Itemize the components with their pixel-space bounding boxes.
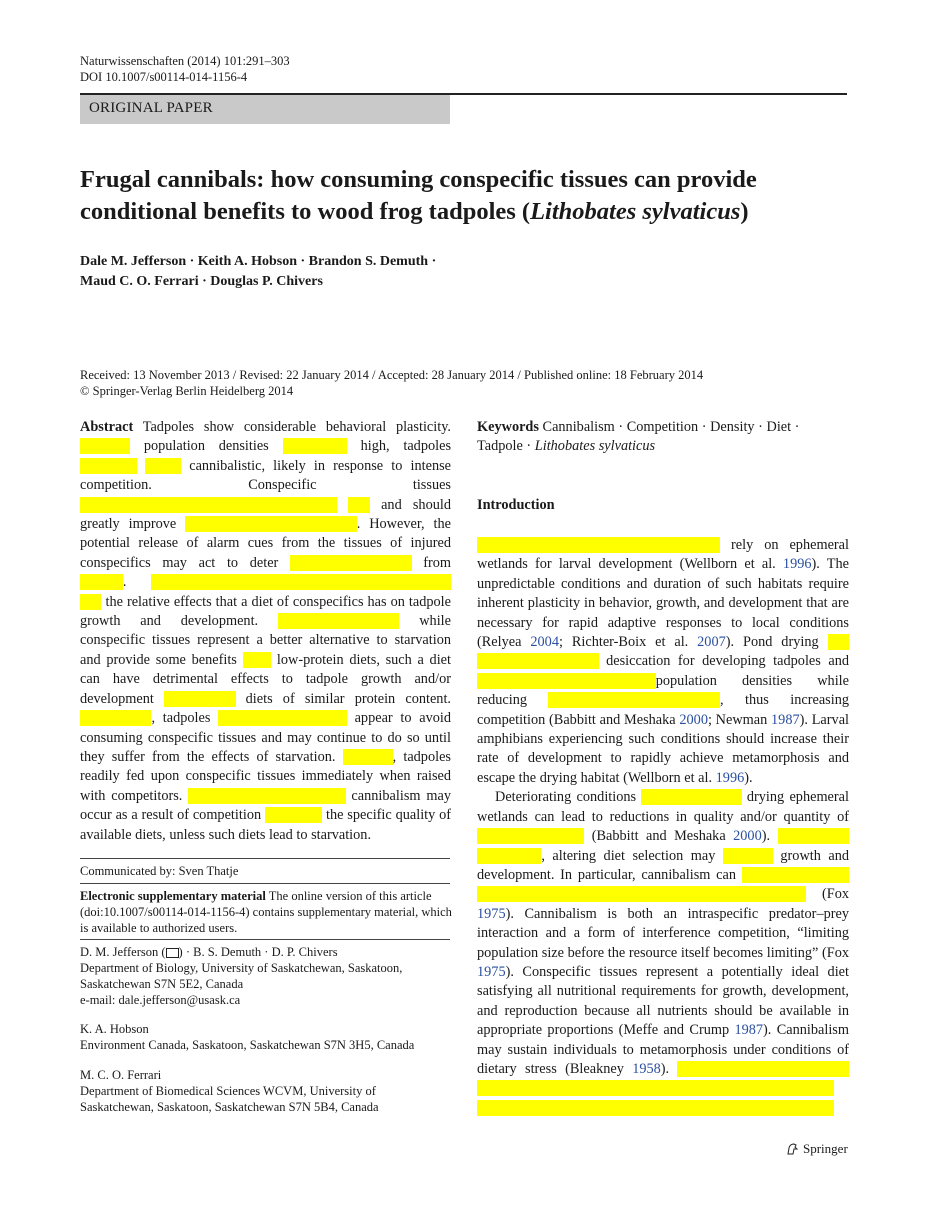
publisher-logo <box>785 1141 848 1157</box>
supplementary-text: The online version of this article (doi:10.1007/s00114-014-1156-4) contains supplementary material, which is available to authorized users. <box>80 889 452 935</box>
highlight <box>778 828 849 844</box>
highlight <box>188 788 345 804</box>
title-close: ) <box>740 198 749 225</box>
journal-line: Naturwissenschaften (2014) 101:291–303 <box>80 54 290 68</box>
paper-title <box>80 164 850 228</box>
footnote-divider <box>80 858 450 859</box>
citation-link[interactable]: 1996 <box>782 556 812 573</box>
affiliation-2 <box>80 1021 452 1053</box>
highlight <box>80 438 130 454</box>
abstract-text: cannibalistic, likely in response to intense competition. Conspecific tissues <box>80 457 452 494</box>
keywords-species: Lithobates sylvaticus <box>534 438 656 455</box>
citation-link[interactable]: 1987 <box>734 1022 764 1039</box>
copyright-line: © Springer-Verlag Berlin Heidelberg 2014 <box>80 384 294 398</box>
highlight <box>477 886 806 902</box>
highlight <box>80 710 151 726</box>
keywords <box>477 418 848 457</box>
highlight <box>641 789 741 805</box>
abstract-text: tadpoles <box>162 710 211 727</box>
supplementary-label: Electronic supplementary material <box>80 889 266 903</box>
highlight <box>145 458 181 474</box>
highlight <box>723 848 773 864</box>
section-banner-label: ORIGINAL PAPER <box>89 100 213 116</box>
intro-text: ). Cannibalism may sustain individuals to metamorphosis under conditions of dietary stress (Bleakney <box>477 1022 849 1077</box>
intro-text: ). Larval amphibians experiencing such conditions should increase their rate of development to rapidly achieve metamorphosis and escape the drying habitat (Wellborn et al. <box>477 711 850 786</box>
highlight <box>548 692 720 708</box>
abstract-text: appear to avoid consuming conspecific tissues and may continue to do so until they suffer from the effects of starvation. <box>80 710 451 765</box>
author-line-1: Dale M. Jefferson · Keith A. Hobson · Brandon S. Demuth · <box>80 254 437 269</box>
intro-text: ; Newman <box>707 711 772 728</box>
journal-citation <box>80 53 290 85</box>
intro-text: ). Pond drying <box>725 634 819 651</box>
affiliation-names: M. C. O. Ferrari <box>80 1068 162 1082</box>
intro-text: desiccation for developing tadpoles and <box>606 653 850 670</box>
intro-text: altering diet selection may <box>552 847 716 864</box>
highlight <box>185 516 357 532</box>
section-banner <box>80 95 450 124</box>
highlight <box>80 458 137 474</box>
highlight <box>218 710 347 726</box>
citation-link[interactable]: 2000 <box>733 828 762 845</box>
highlight <box>477 673 656 689</box>
keywords-label: Keywords <box>477 419 539 435</box>
citation-link[interactable]: 1996 <box>715 769 745 786</box>
springer-horse-icon <box>785 1142 799 1156</box>
keywords-list: Cannibalism · Competition · Density · Diet · Tadpole · <box>477 419 800 455</box>
intro-text: thus increasing competition (Babbitt and Meshaka <box>477 692 849 728</box>
publisher-name: Springer <box>803 1141 848 1156</box>
intro-text: growth and development. In particular, cannibalism can <box>477 847 850 883</box>
intro-text: ). Conspecific tissues represent a potentially ideal diet satisfying all nutritional requirements for growth, development, and reproduction because all nutrients should be available in appropriate proportions (Meffe and Crump <box>477 963 849 1039</box>
intro-text: (Fox <box>821 886 849 903</box>
affiliation-names: D. M. Jefferson ( <box>80 945 166 959</box>
publication-history <box>80 367 850 399</box>
affiliation-3 <box>80 1067 452 1115</box>
affiliation-department: Department of Biology, University of Saskatchewan, Saskatoon, Saskatchewan S7N 5E2, Canada <box>80 961 403 991</box>
citation-link[interactable]: 1987 <box>771 711 800 728</box>
highlight <box>243 652 272 668</box>
highlight <box>80 594 101 610</box>
intro-text: (Babbitt and Meshaka <box>591 828 734 845</box>
highlight <box>477 1080 834 1096</box>
highlight <box>477 828 584 844</box>
footnote-divider <box>80 939 450 940</box>
abstract-text: Tadpoles show considerable behavioral plasticity. <box>142 419 451 435</box>
highlight <box>343 749 393 765</box>
abstract-text: cannibalism may occur as a result of competition <box>80 787 451 824</box>
highlight <box>477 1100 834 1116</box>
abstract: Abstract Tadpoles show considerable behavioral plasticity. population densities high, tadpoles cannibalistic, likely in response to intense competition. Conspecific tissues and should greatly improve . However, the potential release of alarm cues from the tissues of injured conspecifics may act to deter from . the relative effects that a diet of conspecifics has on tadpole growth and development. while conspecific tissues represent a better alternative to starvation and provide some benefits low-protein diets, such a diet can have detrimental effects to tadpole growth and/or development diets of similar protein content. , tadpoles appear to avoid consuming conspecific tissues and may continue to do so until they suffer from the effects of starvation. , tadpoles readily fed upon conspecific tissues immediately when raised with competitors. cannibalism may occur as a result of competition the specific quality of available diets, unless such diets lead to starvation. <box>80 419 452 843</box>
highlight <box>164 691 235 707</box>
abstract-text: from <box>423 554 451 571</box>
highlight <box>80 497 337 513</box>
highlight <box>477 537 720 553</box>
intro-text: ). The unpredictable conditions and duration of such habitats require inherent plasticity in behavior, growth, and development that are necessary for rapid adaptive responses to local conditions (Relyea <box>477 556 849 651</box>
intro-text: drying ephemeral wetlands can lead to reductions in quality and/or quantity of <box>477 789 849 825</box>
highlight <box>477 653 599 669</box>
abstract-text: and should greatly improve <box>80 496 451 533</box>
intro-text: rely on ephemeral wetlands for larval development (Wellborn et al. <box>477 537 849 573</box>
abstract-text: while conspecific tissues represent a better alternative to starvation and provide some benefits <box>80 613 451 668</box>
intro-text: ). <box>660 1060 670 1077</box>
author-line-2: Maud C. O. Ferrari · Douglas P. Chivers <box>80 274 323 289</box>
author-email[interactable]: e-mail: dale.jefferson@usask.ca <box>80 993 241 1007</box>
citation-link[interactable]: 2000 <box>679 711 708 728</box>
abstract-text: However, the potential release of alarm cues from the tissues of injured conspecifics may act to deter <box>80 516 451 571</box>
intro-paragraph-1: rely on ephemeral wetlands for larval development (Wellborn et al. 1996). The unpredictable conditions and duration of such habitats require inherent plasticity in behavior, growth, and development that are necessary for rapid adaptive responses to local conditions (Relyea 2004; Richter-Boix et al. 2007). Pond drying desiccation for developing tadpoles and population densities while reducing , thus increasing competition (Babbitt and Meshaka 2000; Newman 1987). Larval amphibians experiencing such conditions should increase their rate of development to rapidly achieve metamorphosis and escape the drying habitat (Wellborn et al. 1996). <box>477 537 850 786</box>
abstract-text: the specific quality of available diets, unless such diets lead to starvation. <box>80 807 452 843</box>
highlight <box>283 438 347 454</box>
supplementary-note <box>80 888 452 936</box>
abstract-text: the relative effects that a diet of conspecifics has on tadpole growth and development. <box>80 593 451 630</box>
intro-text: Deteriorating conditions <box>495 789 637 806</box>
highlight <box>151 574 451 590</box>
citation-link[interactable]: 2004 <box>530 634 559 651</box>
citation-link[interactable]: 1975 <box>477 905 506 922</box>
affiliation-department: Department of Biomedical Sciences WCVM, University of Saskatchewan, Saskatoon, Saskatchewan S7N 5B4, Canada <box>80 1084 379 1114</box>
abstract-text: high, tadpoles <box>360 438 452 455</box>
highlight <box>80 574 123 590</box>
affiliation-names: K. A. Hobson <box>80 1022 149 1036</box>
abstract-text: tadpoles readily fed upon conspecific tissues immediately when raised with competitors. <box>80 748 451 804</box>
intro-paragraph-2: Deteriorating conditions drying ephemeral wetlands can lead to reductions in quality and/or quantity of (Babbitt and Meshaka 2000). , altering diet selection may growth and development. In particular, cannibalism can (Fox 1975). Cannibalism is both an intraspecific predator–prey interaction and a form of interference competition, “limiting population size before the resource itself becomes limiting” (Fox 1975). Conspecific tissues represent a potentially ideal diet satisfying all nutritional requirements for growth, development, and reproduction because all nutrients should be available in appropriate proportions (Meffe and Crump 1987). Cannibalism may sustain individuals to metamorphosis under conditions of dietary stress (Bleakney 1958). <box>477 788 849 1118</box>
title-species: Lithobates sylvaticus <box>530 198 741 225</box>
title-text: Frugal cannibals: how consuming conspecific tissues can provide conditional benefits to wood frog tadpoles ( <box>80 166 757 225</box>
intro-text: ; Richter-Boix et al. <box>558 634 698 651</box>
intro-text: ). <box>744 769 753 786</box>
intro-text: ). Cannibalism is both an intraspecific predator–prey interaction and a form of interference competition, “limiting population size before the resource itself becomes limiting” (Fox <box>477 905 849 961</box>
highlight <box>265 807 322 823</box>
highlight <box>278 613 400 629</box>
citation-link[interactable]: 1958 <box>632 1060 661 1077</box>
abstract-text: population densities <box>143 438 269 455</box>
affiliation-1 <box>80 944 452 1008</box>
highlight <box>677 1061 849 1077</box>
affiliation-names: ) · B. S. Demuth · D. P. Chivers <box>178 945 338 959</box>
communicated-by: Communicated by: Sven Thatje <box>80 864 239 878</box>
citation-link[interactable]: 1975 <box>477 963 506 980</box>
highlight <box>348 497 369 513</box>
highlight <box>290 555 412 571</box>
history-line: Received: 13 November 2013 / Revised: 22 January 2014 / Accepted: 28 January 2014 / Published online: 18 February 2014 <box>80 368 704 382</box>
abstract-text: low-protein diets, such a diet can have detrimental effects to tadpole growth and/or development <box>80 651 452 707</box>
highlight <box>477 848 541 864</box>
author-list <box>80 252 640 292</box>
footnote-divider <box>80 883 450 884</box>
highlight <box>742 867 849 883</box>
introduction-heading: Introduction <box>477 497 555 513</box>
affiliation-department: Environment Canada, Saskatoon, Saskatchewan S7N 3H5, Canada <box>80 1038 415 1052</box>
abstract-text: diets of similar protein content. <box>245 690 452 707</box>
intro-text: ). <box>761 828 771 845</box>
abstract-label: Abstract <box>80 419 134 435</box>
envelope-icon <box>166 948 179 958</box>
introduction-body <box>477 536 849 1118</box>
intro-text: population densities while reducing <box>477 672 849 709</box>
doi-line: DOI 10.1007/s00114-014-1156-4 <box>80 70 248 84</box>
citation-link[interactable]: 2007 <box>697 634 726 651</box>
highlight <box>828 634 849 650</box>
